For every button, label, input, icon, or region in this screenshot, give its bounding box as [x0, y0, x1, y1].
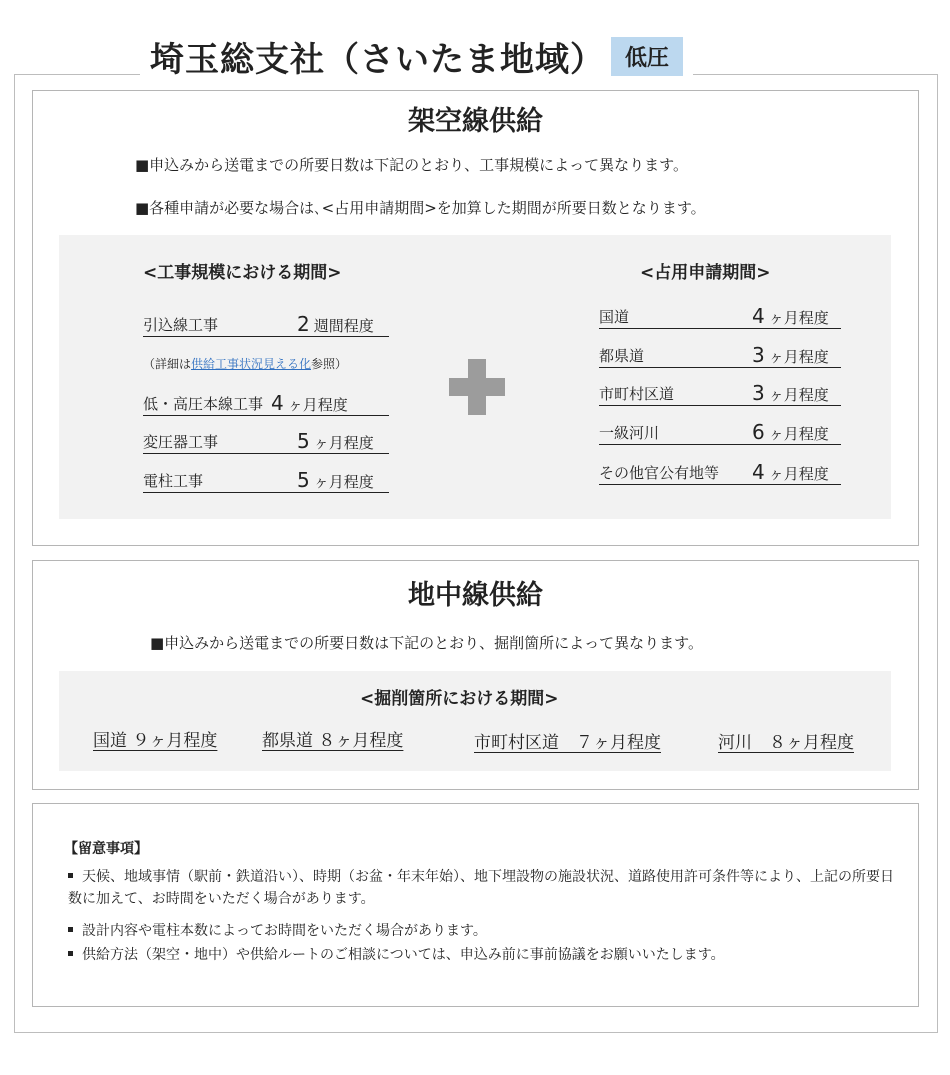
works-label: 引込線工事	[143, 316, 219, 334]
works-label: 低・高圧本線工事	[143, 395, 264, 413]
occupancy-duration: 6 ヶ月程度	[752, 420, 829, 444]
occupancy-label: その他官公有地等	[599, 464, 720, 482]
occupancy-row	[599, 343, 841, 368]
occupancy-row	[599, 381, 841, 406]
works-duration: 5 ヶ月程度	[297, 429, 374, 453]
visibility-link[interactable]: 供給工事状況見える化	[191, 357, 312, 371]
underground-title: 地中線供給	[408, 580, 543, 611]
notes-title: 【留意事項】	[64, 841, 148, 857]
occupancy-heading: <占用申請期間>	[640, 263, 771, 283]
works-row-pole	[143, 468, 389, 493]
works-row-main-line	[143, 391, 389, 416]
occupancy-row	[599, 460, 841, 485]
occupancy-label: 一級河川	[599, 424, 660, 442]
note-item: 設計内容や電柱本数によってお時間をいただく場合があります。	[68, 920, 898, 942]
excavation-item: 市町村区道 ７ヶ月程度	[474, 733, 661, 753]
occupancy-duration: 3 ヶ月程度	[752, 381, 829, 405]
excavation-item: 国道 ９ヶ月程度	[93, 731, 218, 751]
occupancy-duration: 4 ヶ月程度	[752, 304, 829, 328]
page-title: 埼玉総支社（さいたま地域）	[150, 39, 605, 80]
occupancy-duration: 3 ヶ月程度	[752, 343, 829, 367]
works-label: 変圧器工事	[143, 433, 219, 451]
occupancy-row	[599, 420, 841, 445]
occupancy-label: 都県道	[599, 347, 645, 365]
excavation-item: 河川 ８ヶ月程度	[718, 733, 854, 753]
occupancy-label: 国道	[599, 308, 630, 326]
occupancy-duration: 4 ヶ月程度	[752, 460, 829, 484]
occupancy-row	[599, 304, 841, 329]
voltage-badge: 低圧	[611, 37, 683, 76]
plus-icon	[449, 359, 505, 415]
works-detail-note: （詳細は供給工事状況見える化参照）	[143, 357, 348, 371]
overhead-bullet-1: ■申込みから送電までの所要日数は下記のとおり、工事規模によって異なります。	[135, 156, 688, 174]
note-item: 天候、地域事情（駅前・鉄道沿い）、時期（お盆・年末年始）、地下埋設物の施設状況、道路使用許可条件等により、上記の所要日数に加えて、お時間をいただく場合があります。	[68, 869, 894, 907]
page-header	[140, 30, 693, 82]
overhead-title: 架空線供給	[408, 106, 543, 137]
note-item: 供給方法（架空・地中）や供給ルートのご相談については、申込み前に事前協議をお願いいたします。	[68, 944, 898, 966]
overhead-bullet-2: ■各種申請が必要な場合は､<占用申請期間>を加算した期間が所要日数となります。	[135, 199, 706, 217]
works-row-transformer	[143, 429, 389, 454]
excavation-heading: <掘削箇所における期間>	[360, 689, 559, 709]
occupancy-label: 市町村区道	[599, 385, 675, 403]
works-row-service-line	[143, 312, 389, 337]
works-duration: 2 週間程度	[297, 312, 374, 336]
excavation-item: 都県道 ８ヶ月程度	[262, 731, 404, 751]
underground-bullet: ■申込みから送電までの所要日数は下記のとおり、掘削箇所によって異なります。	[150, 634, 703, 652]
works-label: 電柱工事	[143, 472, 204, 490]
works-heading: <工事規模における期間>	[143, 263, 342, 283]
works-duration: 5 ヶ月程度	[297, 468, 374, 492]
works-duration: 4 ヶ月程度	[271, 391, 348, 415]
